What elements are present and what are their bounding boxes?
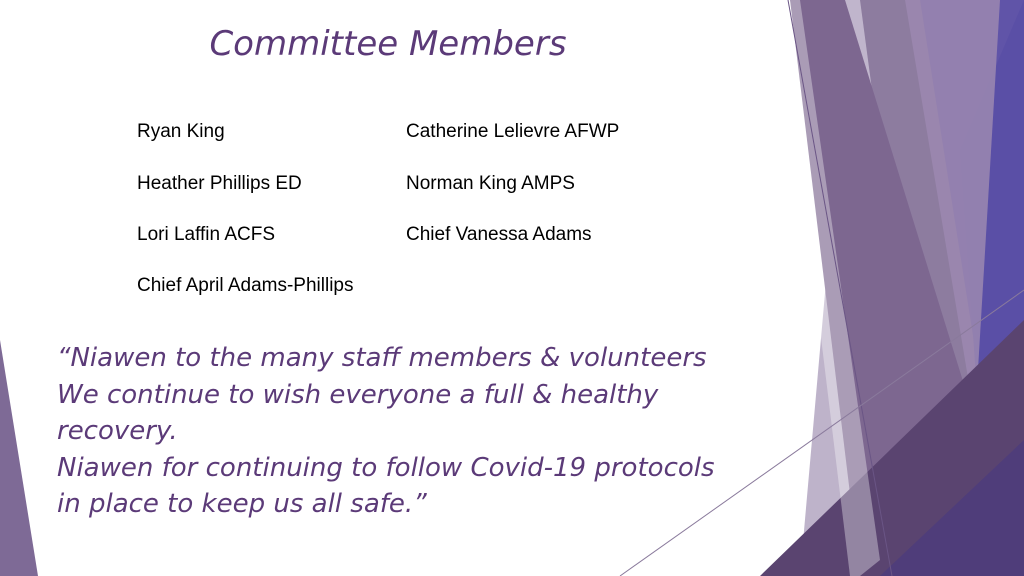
thank-you-quote — [57, 340, 777, 523]
member-name: Chief Vanessa Adams — [406, 224, 592, 245]
quote-line: recovery. — [57, 416, 178, 446]
page-title: Committee Members — [209, 24, 567, 64]
member-name: Catherine Lelievre AFWP — [406, 121, 620, 142]
left-edge-shape — [0, 340, 38, 576]
member-name: Lori Laffin ACFS — [137, 224, 276, 245]
quote-line: Niawen for continuing to follow Covid-19 protocols — [57, 452, 715, 483]
quote-line: “Niawen to the many staff members & volunteers — [57, 343, 707, 373]
quote-line: We continue to wish everyone a full & healthy — [57, 379, 659, 410]
member-name: Chief April Adams-Phillips — [137, 275, 354, 296]
quote-line: in place to keep us all safe.” — [57, 489, 427, 519]
member-name: Heather Phillips ED — [137, 173, 302, 194]
member-name: Norman King AMPS — [406, 173, 575, 194]
member-name: Ryan King — [137, 121, 225, 142]
